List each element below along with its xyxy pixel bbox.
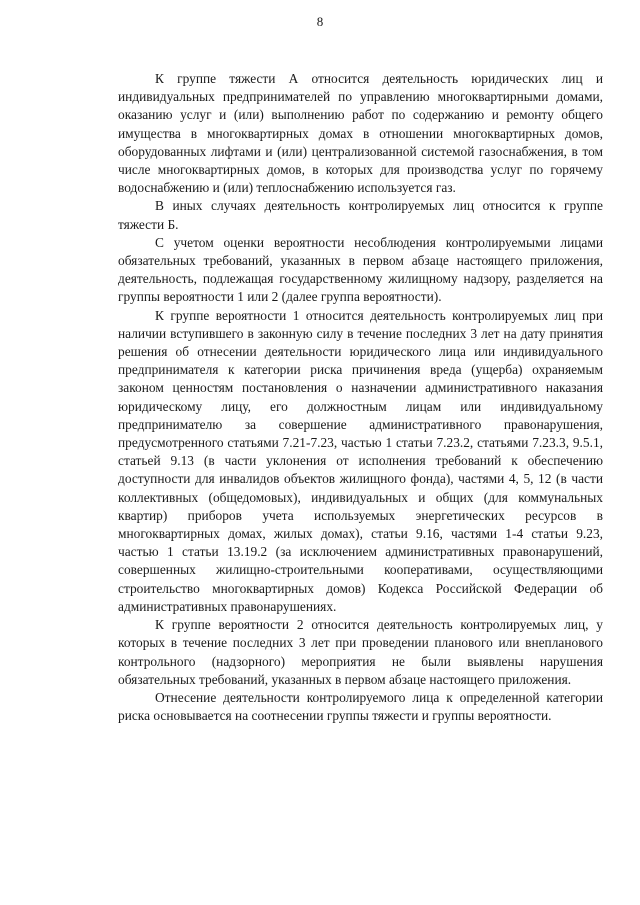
paragraph-probability-group-2: К группе вероятности 2 относится деятельность контролируемых лиц, у которых в течение последних 3 лет при проведении планового или внепланового контрольного (надзорного) мероприятия не были выявлены нарушения обязательных требований, указанных в первом абзаце настоящего приложения. [118,617,603,687]
paragraph-probability-assessment: С учетом оценки вероятности несоблюдения контролируемыми лицами обязательных требований, указанных в первом абзаце настоящего приложения, деятельность, подлежащая государственному жилищному надзору, разделяется на группы вероятности 1 или 2 (далее группа вероятности). [118,234,603,305]
paragraph-severity-group-b: В иных случаях деятельность контролируемых лиц относится к группе тяжести Б. [118,198,603,232]
page-number: 8 [316,14,324,29]
paragraph-probability-group-1: К группе вероятности 1 относится деятельность контролируемых лиц при наличии вступившего в законную силу в течение последних 3 лет на дату принятия решения об отнесении деятельности юридического лица или индивидуального предпринимателя к категории риска причинения вреда (ущерба) охраняемым законом ценностям постановления о назначении административного наказания юридическому лицу, его должностным лицам или индивидуальному предпринимателю за совершение административного правонарушения, предусмотренного статьями 7.21-7.23, частью 1 статьи 7.23.2, статьями 7.23.3, 9.5.1, статьей 9.13 (в части уклонения от исполнения требований к обеспечению доступности для инвалидов объектов жилищного фонда), частями 4, 5, 12 (в части коллективных (общедомовых), индивидуальных и общих (для коммунальных квартир) приборов учета используемых энергетических ресурсов в многоквартирных домах, жилых домах), статьи 9.16, частями 1-4 статьи 9.23, частью 1 статьи 13.19.2 (за исключением административных правонарушений, совершенных жилищно-строительными кооперативами, осуществляющими строительство многоквартирных домов) Кодекса Российской Федерации об административных правонарушениях. [118,307,603,614]
paragraph-risk-category: Отнесение деятельности контролируемого лица к определенной категории риска основывается на соотнесении группы тяжести и группы вероятности. [118,689,603,724]
document-body [118,70,603,725]
paragraph-severity-group-a: К группе тяжести А относится деятельность юридических лиц и индивидуальных предпринимателей по управлению многоквартирными домами, оказанию услуг и (или) выполнению работ по содержанию и ремонту общего имущества в многоквартирных домах в отношении многоквартирных домов, оборудованных лифтами и (или) централизованной системой газоснабжения, в том числе многоквартирных домов, в которых для производства услуг по горячему водоснабжению и (или) теплоснабжению используется газ. [118,71,603,196]
